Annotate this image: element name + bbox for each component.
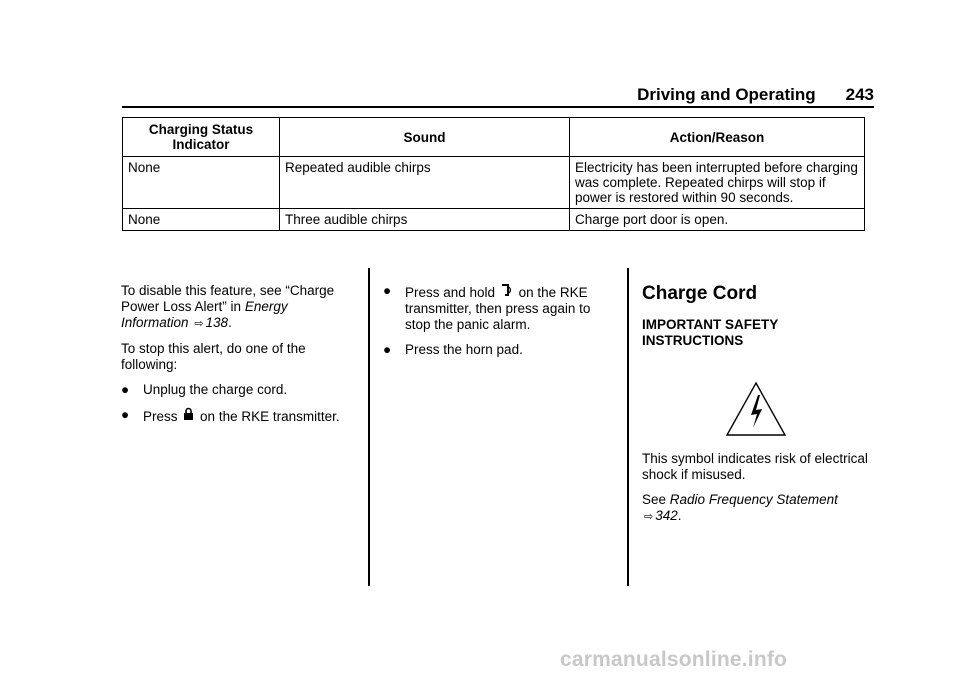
header-sound: Sound: [280, 118, 570, 157]
column-middle: [383, 283, 613, 367]
cell-sound: Three audible chirps: [280, 209, 570, 231]
bullet-icon: ●: [383, 283, 392, 298]
watermark: carmanualsonline.info: [560, 648, 788, 671]
paragraph: See Radio Frequency Statement ⇨ 342.: [642, 492, 838, 523]
cell-indicator: None: [123, 157, 280, 209]
subheading: IMPORTANT SAFETY INSTRUCTIONS: [642, 317, 779, 348]
text: To disable this feature, see “Charge Power Loss Alert” in: [121, 283, 335, 314]
table-row: [123, 157, 865, 209]
cross-reference-link[interactable]: Radio Frequency Statement: [669, 492, 838, 507]
header-action: Action/Reason: [570, 118, 865, 157]
list-item: [121, 382, 357, 398]
text: on the RKE transmitter.: [200, 409, 340, 424]
page-reference-icon: ⇨: [194, 318, 204, 330]
paragraph: This symbol indicates risk of electrical shock if misused.: [642, 451, 868, 482]
table-row: [123, 209, 865, 231]
bullet-icon: ●: [121, 382, 130, 397]
bullet-icon: ●: [383, 342, 392, 357]
page-reference-icon: ⇨: [644, 511, 654, 523]
page-number-link[interactable]: 138: [205, 315, 229, 330]
cross-reference-link[interactable]: Energy Information: [121, 299, 288, 330]
text: Press and hold: [405, 285, 496, 300]
cell-sound: Repeated audible chirps: [280, 157, 570, 209]
lock-fob-icon: [183, 407, 194, 424]
text: on the RKE transmitter, then press again to stop the panic alarm.: [405, 285, 591, 332]
text: Press: [143, 409, 178, 424]
page-header: [122, 84, 874, 108]
column-divider: [627, 268, 629, 586]
column-right: [642, 283, 872, 534]
cell-indicator: None: [123, 209, 280, 231]
electrical-shock-warning-icon: [725, 381, 787, 437]
cell-action: Charge port door is open.: [570, 209, 865, 231]
text: Unplug the charge cord.: [143, 382, 288, 397]
header-indicator: Charging Status Indicator: [123, 118, 280, 157]
column-divider: [368, 268, 370, 586]
text: See: [642, 492, 667, 507]
list-item: [383, 283, 613, 333]
page-number-link[interactable]: 342: [655, 508, 678, 523]
section-title: Driving and Operating: [637, 85, 816, 104]
column-left: [121, 283, 357, 434]
text: Press the horn pad.: [405, 342, 523, 357]
bullet-icon: ●: [121, 407, 130, 422]
section-heading: Charge Cord: [642, 283, 758, 304]
charging-status-table: [122, 117, 865, 231]
list-item: [383, 342, 613, 358]
paragraph: To disable this feature, see “Charge Power Loss Alert” in Energy Information ⇨ 138.: [121, 283, 335, 330]
table-header-row: [123, 118, 865, 157]
page-number: 243: [845, 85, 874, 104]
panic-fob-icon: [501, 283, 513, 300]
list-item: [121, 407, 357, 425]
cell-action: Electricity has been interrupted before charging was complete. Repeated chirps will stop if power is restored within 90 seconds.: [570, 157, 865, 209]
paragraph: To stop this alert, do one of the following:: [121, 341, 306, 372]
